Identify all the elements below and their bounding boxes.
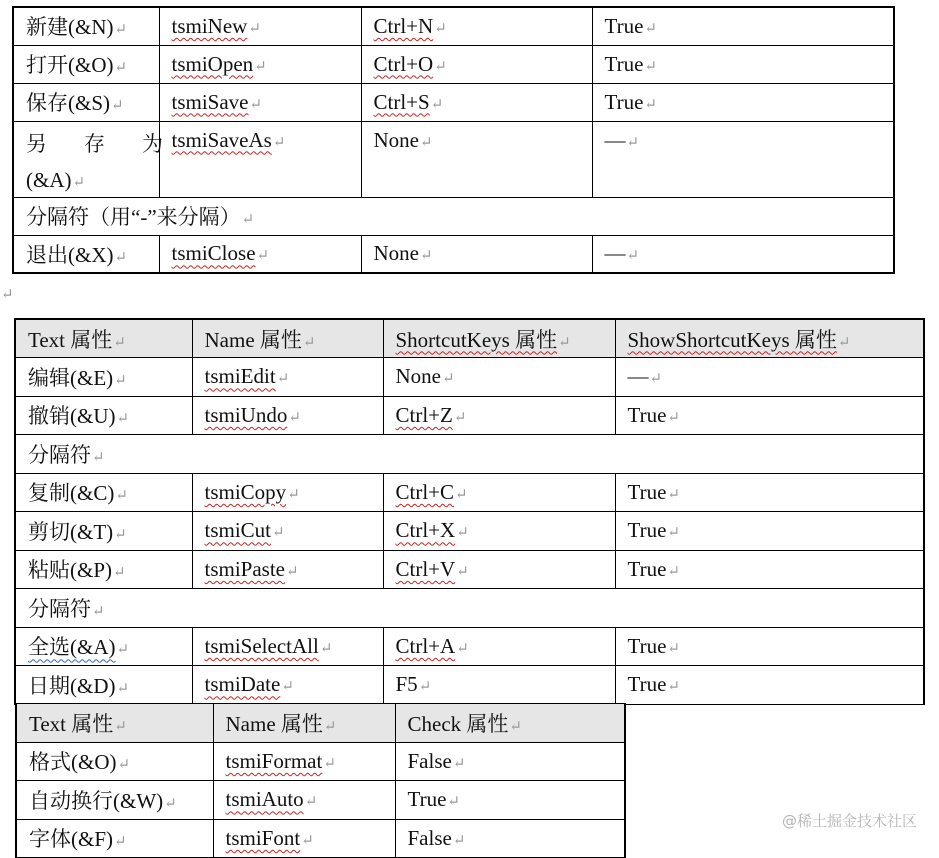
table-row — [13, 7, 894, 45]
text-cell — [13, 235, 159, 273]
table-row — [13, 235, 894, 273]
paragraph-mark-icon: ↵ — [667, 679, 680, 696]
paragraph-mark-icon: ↵ — [116, 642, 130, 659]
cell-text: 日期(&D) — [28, 673, 116, 698]
cell-char: 为 — [142, 131, 163, 156]
paragraph-mark-icon: ↵ — [304, 794, 318, 811]
table-row — [13, 45, 894, 83]
cell-text: tsmiSelectAll — [204, 633, 319, 658]
paragraph-mark-icon: ↵ — [114, 60, 128, 76]
paragraph-mark-icon: ↵ — [626, 134, 640, 151]
paragraph-mark-icon: ↵ — [456, 563, 469, 580]
cell-text: tsmiUndo — [204, 402, 288, 427]
cell-text: None — [395, 364, 441, 389]
show-cell — [615, 358, 924, 397]
paragraph-mark-icon: ↵ — [455, 486, 468, 503]
paragraph-mark-icon: ↵ — [430, 96, 444, 113]
paragraph-mark-icon: ↵ — [276, 371, 290, 388]
paragraph-mark-icon: ↵ — [456, 640, 469, 657]
text-cell — [13, 7, 159, 45]
cell-text: Ctrl+V — [395, 556, 456, 581]
paragraph-mark-icon: ↵ — [248, 20, 261, 37]
column-header — [192, 319, 383, 358]
cell-text: True — [627, 402, 667, 427]
shortcut-cell — [383, 550, 615, 589]
paragraph-mark-icon: ↵ — [72, 174, 86, 191]
cell-text: True — [407, 787, 447, 812]
show-cell — [615, 627, 924, 666]
cell-text: 自动换行(&W) — [29, 788, 164, 813]
cell-text: 编辑(&E) — [28, 365, 114, 390]
table-row — [15, 396, 924, 435]
paragraph-mark-icon: ↵ — [113, 565, 126, 582]
cell-text: 分隔符（用“-”来分隔） — [26, 205, 241, 229]
shortcut-cell — [383, 358, 615, 397]
paragraph-mark-icon: ↵ — [418, 679, 432, 696]
cell-text: (&A) — [26, 167, 72, 192]
paragraph-mark-icon: ↵ — [114, 372, 127, 389]
cell-char: 另 — [26, 131, 47, 156]
cell-text: True — [627, 556, 667, 581]
name-cell — [159, 7, 361, 45]
paragraph-mark-icon: ↵ — [114, 249, 128, 266]
text-cell — [15, 396, 192, 435]
header-text: Name 属性 — [204, 327, 302, 352]
cell-text: Ctrl+Z — [395, 402, 453, 427]
paragraph-mark-icon: ↵ — [509, 718, 522, 735]
cell-text: 退出(&X) — [26, 242, 114, 267]
separator-row — [15, 589, 924, 628]
paragraph-mark-icon: ↵ — [319, 640, 333, 657]
cell-text: False — [407, 748, 452, 773]
cell-text: Ctrl+O — [373, 51, 434, 76]
paragraph-mark-icon: ↵ — [667, 486, 680, 503]
show-cell — [615, 666, 924, 705]
paragraph-mark-icon: ↵ — [164, 795, 177, 812]
paragraph-mark-icon: ↵ — [323, 755, 336, 772]
name-cell — [159, 83, 361, 121]
cell-text: — — [604, 127, 626, 152]
paragraph-mark-icon: ↵ — [113, 334, 126, 351]
cell-text: 分隔符 — [28, 442, 91, 467]
check-cell — [395, 742, 625, 781]
cell-char: 存 — [84, 131, 105, 156]
cell-text: tsmiDate — [204, 672, 281, 697]
paragraph-mark-icon: ↵ — [114, 834, 127, 851]
name-cell — [192, 396, 383, 435]
paragraph-mark-icon: ↵ — [92, 449, 105, 466]
paragraph-mark-icon: ↵ — [667, 640, 680, 657]
show-cell — [592, 45, 894, 83]
check-cell — [395, 819, 625, 858]
paragraph-mark-icon: ↵ — [241, 212, 255, 228]
table-row — [15, 358, 924, 397]
table-row — [15, 666, 924, 705]
shortcut-cell — [361, 7, 592, 45]
text-cell — [13, 45, 159, 83]
shortcut-cell — [383, 627, 615, 666]
header-text: Text 属性 — [28, 327, 113, 352]
name-cell — [213, 742, 395, 781]
paragraph-mark-icon: ↵ — [1, 287, 14, 303]
paragraph-mark-icon: ↵ — [256, 248, 270, 265]
paragraph-mark-icon: ↵ — [115, 488, 128, 505]
name-cell — [192, 627, 383, 666]
column-header — [16, 704, 213, 743]
paragraph-mark-icon: ↵ — [644, 96, 657, 113]
cell-text: None — [373, 127, 419, 152]
text-cell — [15, 627, 192, 666]
paragraph-mark-icon: ↵ — [92, 603, 105, 620]
name-cell — [192, 358, 383, 397]
watermark: @稀土掘金技术社区 — [781, 812, 917, 830]
cell-text: 格式(&O) — [29, 750, 117, 775]
cell-text: 字体(&F) — [29, 827, 113, 852]
show-cell — [615, 396, 924, 435]
cell-text: tsmiOpen — [171, 51, 254, 76]
cell-text: Ctrl+S — [373, 89, 430, 114]
paragraph-mark-icon: ↵ — [452, 832, 466, 849]
cell-text: 保存(&S) — [26, 91, 110, 115]
shortcut-cell — [361, 45, 592, 83]
cell-text: tsmiPaste — [204, 556, 286, 581]
header-row — [15, 319, 924, 358]
cell-text: tsmiCopy — [204, 479, 287, 504]
cell-text: Ctrl+X — [395, 518, 456, 543]
column-header — [395, 704, 625, 743]
cell-text: 打开(&O) — [26, 53, 114, 77]
cell-text: tsmiClose — [171, 241, 256, 266]
cell-text: 剪切(&T) — [28, 519, 114, 544]
header-text: Text 属性 — [29, 711, 114, 736]
name-cell — [192, 512, 383, 551]
paragraph-mark-icon: ↵ — [644, 58, 657, 75]
text-cell — [15, 666, 192, 705]
paragraph-mark-icon: ↵ — [649, 371, 663, 388]
paragraph-mark-icon: ↵ — [272, 134, 286, 151]
column-header — [383, 319, 615, 358]
column-header — [213, 704, 395, 743]
cell-text: tsmiFont — [225, 825, 301, 850]
shortcut-cell — [383, 396, 615, 435]
cell-text: True — [604, 13, 644, 38]
paragraph-mark-icon: ↵ — [302, 334, 316, 351]
paragraph-mark-icon: ↵ — [667, 563, 680, 580]
name-cell — [213, 781, 395, 820]
show-cell — [592, 235, 894, 273]
paragraph-mark-icon: ↵ — [837, 334, 851, 351]
header-row — [16, 704, 625, 743]
separator-row — [15, 435, 924, 474]
table-row — [15, 550, 924, 589]
paragraph-mark-icon: ↵ — [288, 409, 301, 426]
cell-text: tsmiSaveAs — [171, 127, 272, 152]
paragraph-mark-icon: ↵ — [667, 525, 680, 542]
cell-text: tsmiCut — [204, 518, 272, 543]
name-cell — [192, 666, 383, 705]
table-row — [16, 819, 625, 858]
shortcut-cell — [383, 666, 615, 705]
cell-text: 撤销(&U) — [28, 404, 116, 429]
paragraph-mark-icon: ↵ — [453, 409, 467, 426]
check-cell — [395, 781, 625, 820]
table-row — [16, 781, 625, 820]
show-cell — [592, 7, 894, 45]
cell-text: 分隔符 — [28, 596, 91, 621]
table-row — [13, 121, 894, 197]
show-cell — [592, 121, 894, 197]
table-row — [13, 83, 894, 121]
file-menu-table — [12, 6, 895, 274]
cell-text-line — [26, 168, 159, 193]
paragraph-mark-icon: ↵ — [111, 98, 124, 114]
cell-text: Ctrl+A — [395, 633, 456, 658]
shortcut-cell — [361, 83, 592, 121]
table-row — [15, 627, 924, 666]
cell-text: tsmiEdit — [204, 364, 276, 389]
separator-cell — [13, 197, 894, 235]
paragraph-mark-icon: ↵ — [114, 718, 127, 735]
paragraph-mark-icon: ↵ — [644, 20, 657, 37]
paragraph-mark-icon: ↵ — [434, 20, 447, 37]
header-text: ShortcutKeys 属性 — [395, 327, 558, 352]
cell-text: 全选(&A) — [28, 635, 116, 660]
text-cell — [13, 121, 163, 197]
name-cell — [192, 550, 383, 589]
paragraph-mark-icon: ↵ — [667, 409, 680, 426]
table-row — [15, 473, 924, 512]
name-cell — [159, 45, 361, 83]
cell-text: False — [407, 825, 452, 850]
name-cell — [159, 235, 361, 273]
header-text: Check 属性 — [407, 711, 509, 736]
paragraph-mark-icon: ↵ — [323, 718, 337, 735]
paragraph-mark-icon: ↵ — [287, 486, 300, 503]
paragraph-mark-icon: ↵ — [626, 248, 640, 265]
text-cell — [16, 742, 213, 781]
separator-cell — [15, 435, 924, 474]
text-cell — [13, 83, 159, 121]
cell-text: True — [627, 479, 667, 504]
shortcut-cell — [383, 473, 615, 512]
format-menu-table — [15, 703, 626, 858]
paragraph-mark-icon: ↵ — [456, 525, 469, 542]
paragraph-mark-icon: ↵ — [447, 794, 460, 811]
text-cell — [16, 781, 213, 820]
separator-cell — [15, 589, 924, 628]
cell-text: tsmiNew — [171, 13, 248, 38]
cell-text: Ctrl+N — [373, 13, 434, 38]
cell-text: F5 — [395, 672, 418, 697]
paragraph-mark-icon: ↵ — [420, 248, 433, 265]
column-header — [615, 319, 924, 358]
text-cell — [16, 819, 213, 858]
name-cell — [213, 819, 395, 858]
paragraph-mark-icon: ↵ — [116, 680, 130, 697]
shortcut-cell — [361, 235, 592, 273]
cell-text: — — [604, 241, 626, 266]
text-cell — [15, 473, 192, 512]
text-cell — [15, 358, 192, 397]
column-header — [15, 319, 192, 358]
cell-text: tsmiSave — [171, 89, 249, 114]
separator-row — [13, 197, 894, 235]
cell-text: True — [627, 633, 667, 658]
paragraph-mark-icon: ↵ — [442, 371, 455, 388]
show-cell — [592, 83, 894, 121]
paragraph-mark-icon: ↵ — [281, 679, 294, 696]
show-cell — [615, 512, 924, 551]
header-text: ShowShortcutKeys 属性 — [627, 327, 837, 352]
header-text: Name 属性 — [225, 711, 323, 736]
show-cell — [615, 550, 924, 589]
paragraph-mark-icon: ↵ — [286, 563, 299, 580]
cell-text: None — [373, 241, 419, 266]
paragraph-mark-icon: ↵ — [249, 96, 263, 113]
paragraph-mark-icon: ↵ — [114, 22, 128, 39]
cell-text: 复制(&C) — [28, 481, 115, 506]
table-row — [16, 742, 625, 781]
shortcut-cell — [361, 121, 592, 197]
text-cell — [15, 550, 192, 589]
cell-text: — — [627, 364, 649, 389]
shortcut-cell — [383, 512, 615, 551]
edit-menu-table — [14, 318, 925, 705]
cell-text: 粘贴(&P) — [28, 558, 112, 583]
cell-text: True — [627, 518, 667, 543]
cell-text: tsmiAuto — [225, 787, 304, 812]
paragraph-mark-icon: ↵ — [301, 832, 314, 849]
cell-text: Ctrl+C — [395, 479, 455, 504]
cell-text: True — [604, 51, 644, 76]
table-row — [15, 512, 924, 551]
paragraph-mark-icon: ↵ — [117, 757, 131, 774]
text-cell — [15, 512, 192, 551]
cell-text: True — [604, 89, 644, 114]
paragraph-mark-icon: ↵ — [114, 526, 127, 543]
cell-text: 新建(&N) — [26, 15, 114, 40]
cell-text-line — [26, 128, 163, 158]
paragraph-mark-icon: ↵ — [452, 755, 466, 772]
name-cell — [192, 473, 383, 512]
paragraph-mark-icon: ↵ — [558, 334, 571, 351]
paragraph-mark-icon: ↵ — [420, 134, 433, 151]
paragraph-mark-icon: ↵ — [254, 58, 267, 75]
paragraph-mark-icon: ↵ — [434, 58, 447, 75]
cell-text: True — [627, 672, 667, 697]
cell-text: tsmiFormat — [225, 748, 323, 773]
paragraph-mark-icon: ↵ — [272, 525, 285, 542]
name-cell — [159, 121, 361, 197]
paragraph-mark-icon: ↵ — [116, 411, 130, 428]
show-cell — [615, 473, 924, 512]
